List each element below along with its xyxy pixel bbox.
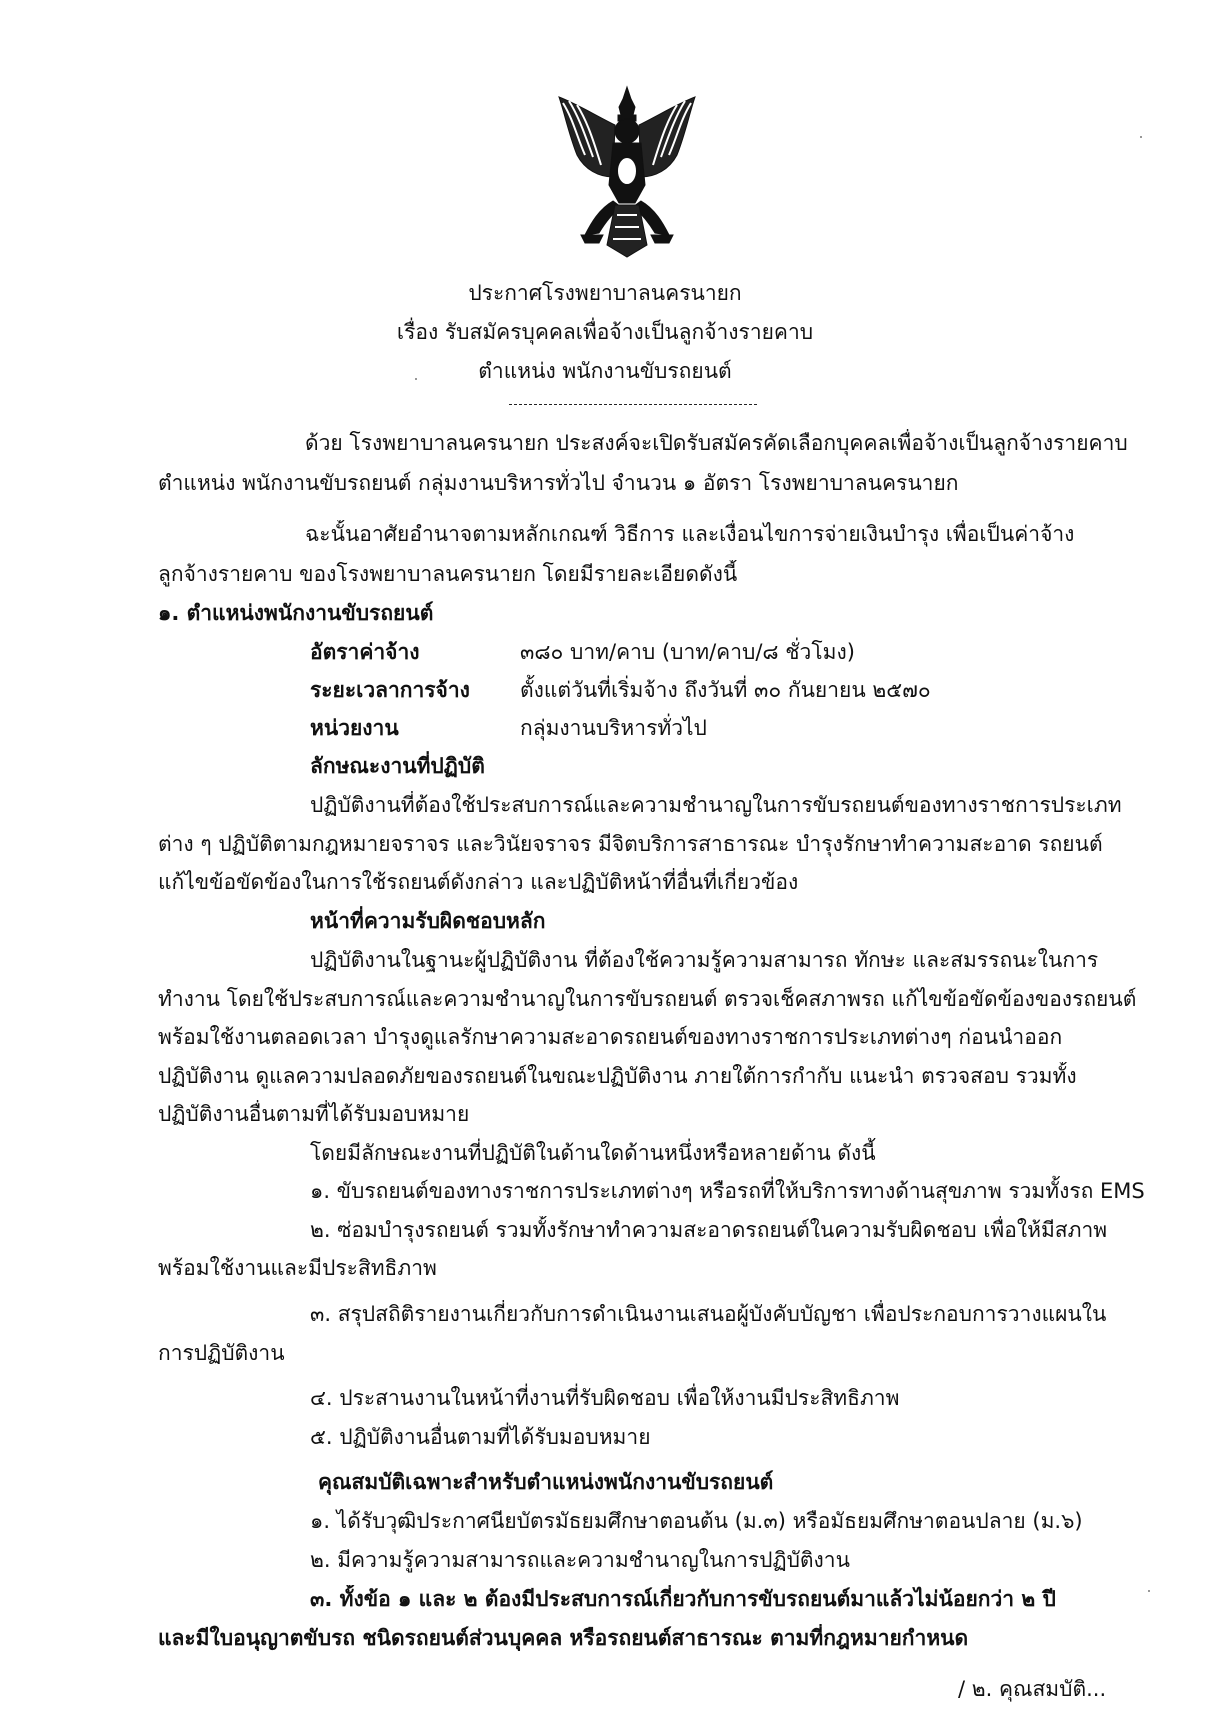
task-4: ๔. ประสานงานในหน้าที่งานที่รับผิดชอบ เพื่อให้งานมีประสิทธิภาพ — [310, 1386, 900, 1410]
qualification-2: ๒. มีความรู้ความสามารถและความชำนาญในการปฏิบัติงาน — [310, 1548, 850, 1572]
announcement-subject: เรื่อง รับสมัครบุคคลเพื่อจ้างเป็นลูกจ้างรายคาบ — [396, 320, 814, 344]
period-value: ตั้งแต่วันที่เริ่มจ้าง ถึงวันที่ ๓๐ กันยายน ๒๕๗๐ — [520, 678, 931, 702]
intro-line-3: ฉะนั้นอาศัยอำนาจตามหลักเกณฑ์ วิธีการ และเงื่อนไขการจ่ายเงินบำรุง เพื่อเป็นค่าจ้าง — [305, 522, 1075, 546]
task-3-line-1: ๓. สรุปสถิติรายงานเกี่ยวกับการดำเนินงานเสนอผู้บังคับบัญชา เพื่อประกอบการวางแผนใน — [310, 1302, 1107, 1326]
announcement-position: ตำแหน่ง พนักงานขับรถยนต์ — [478, 359, 732, 383]
task-1: ๑. ขับรถยนต์ของทางราชการประเภทต่างๆ หรือรถที่ให้บริการทางด้านสุขภาพ รวมทั้งรถ EMS — [310, 1179, 1145, 1203]
duty-line-2: ทำงาน โดยใช้ประสบการณ์และความชำนาญในการขับรถยนต์ ตรวจเช็คสภาพรถ แก้ไขข้อขัดข้องของรถยนต์ — [158, 987, 1137, 1011]
nature-line-3: แก้ไขข้อขัดข้องในการใช้รถยนต์ดังกล่าว และปฏิบัติหน้าที่อื่นที่เกี่ยวข้อง — [158, 870, 799, 894]
rate-label: อัตราค่าจ้าง — [310, 640, 420, 664]
scan-speck — [1148, 1590, 1150, 1592]
qualification-3-line-2: และมีใบอนุญาตขับรถ ชนิดรถยนต์ส่วนบุคคล หรือรถยนต์สาธารณะ ตามที่กฎหมายกำหนด — [158, 1626, 969, 1650]
section-1-heading: ๑. ตำแหน่งพนักงานขับรถยนต์ — [158, 601, 434, 625]
task-2-line-1: ๒. ซ่อมบำรุงรถยนต์ รวมทั้งรักษาทำความสะอาดรถยนต์ในความรับผิดชอบ เพื่อให้มีสภาพ — [310, 1218, 1108, 1242]
header-separator — [509, 404, 757, 405]
nature-line-2: ต่าง ๆ ปฏิบัติตามกฎหมายจราจร และวินัยจราจร มีจิตบริการสาธารณะ บำรุงรักษาทำความสะอาด รถยนต์ — [158, 832, 1103, 856]
intro-line-1: ด้วย โรงพยาบาลนครนายก ประสงค์จะเปิดรับสมัครคัดเลือกบุคคลเพื่อจ้างเป็นลูกจ้างรายคาบ — [305, 431, 1128, 455]
qualification-heading: คุณสมบัติเฉพาะสำหรับตำแหน่งพนักงานขับรถยนต์ — [318, 1470, 774, 1494]
duty-line-3: พร้อมใช้งานตลอดเวลา บำรุงดูแลรักษาความสะอาดรถยนต์ของทางราชการประเภทต่างๆ ก่อนนำออก — [158, 1025, 1063, 1049]
qualification-3-line-1: ๓. ทั้งข้อ ๑ และ ๒ ต้องมีประสบการณ์เกี่ยวกับการขับรถยนต์มาแล้วไม่น้อยกว่า ๒ ปี — [310, 1587, 1056, 1611]
tasks-intro: โดยมีลักษณะงานที่ปฏิบัติในด้านใดด้านหนึ่งหรือหลายด้าน ดังนี้ — [310, 1141, 876, 1165]
unit-label: หน่วยงาน — [310, 716, 399, 740]
announcement-title: ประกาศโรงพยาบาลนครนายก — [468, 281, 742, 305]
task-3-line-2: การปฏิบัติงาน — [158, 1341, 285, 1365]
task-2-line-2: พร้อมใช้งานและมีประสิทธิภาพ — [158, 1256, 437, 1280]
scan-speck — [1140, 136, 1142, 138]
qualification-1: ๑. ได้รับวุฒิประกาศนียบัตรมัธยมศึกษาตอนต้น (ม.๓) หรือมัธยมศึกษาตอนปลาย (ม.๖) — [310, 1509, 1083, 1533]
duty-line-5: ปฏิบัติงานอื่นตามที่ได้รับมอบหมาย — [158, 1102, 470, 1126]
rate-value: ๓๘๐ บาท/คาบ (บาท/คาบ/๘ ชั่วโมง) — [520, 640, 855, 664]
task-5: ๕. ปฏิบัติงานอื่นตามที่ได้รับมอบหมาย — [310, 1425, 651, 1449]
duty-line-4: ปฏิบัติงาน ดูแลความปลอดภัยของรถยนต์ในขณะปฏิบัติงาน ภายใต้การกำกับ แนะนำ ตรวจสอบ รวมทั้ง — [158, 1064, 1077, 1088]
period-label: ระยะเวลาการจ้าง — [310, 678, 470, 702]
page-continuation: / ๒. คุณสมบัติ... — [958, 1677, 1107, 1701]
unit-value: กลุ่มงานบริหารทั่วไป — [520, 716, 707, 740]
garuda-emblem — [555, 85, 700, 260]
nature-line-1: ปฏิบัติงานที่ต้องใช้ประสบการณ์และความชำนาญในการขับรถยนต์ของทางราชการประเภท — [310, 793, 1122, 817]
scan-speck — [415, 378, 417, 380]
intro-line-2: ตำแหน่ง พนักงานขับรถยนต์ กลุ่มงานบริหารทั่วไป จำนวน ๑ อัตรา โรงพยาบาลนครนายก — [158, 471, 959, 495]
nature-heading: ลักษณะงานที่ปฏิบัติ — [310, 754, 485, 778]
duty-heading: หน้าที่ความรับผิดชอบหลัก — [310, 909, 546, 933]
duty-line-1: ปฏิบัติงานในฐานะผู้ปฏิบัติงาน ที่ต้องใช้ความรู้ความสามารถ ทักษะ และสมรรถนะในการ — [310, 948, 1099, 972]
intro-line-4: ลูกจ้างรายคาบ ของโรงพยาบาลนครนายก โดยมีรายละเอียดดังนี้ — [158, 562, 738, 586]
